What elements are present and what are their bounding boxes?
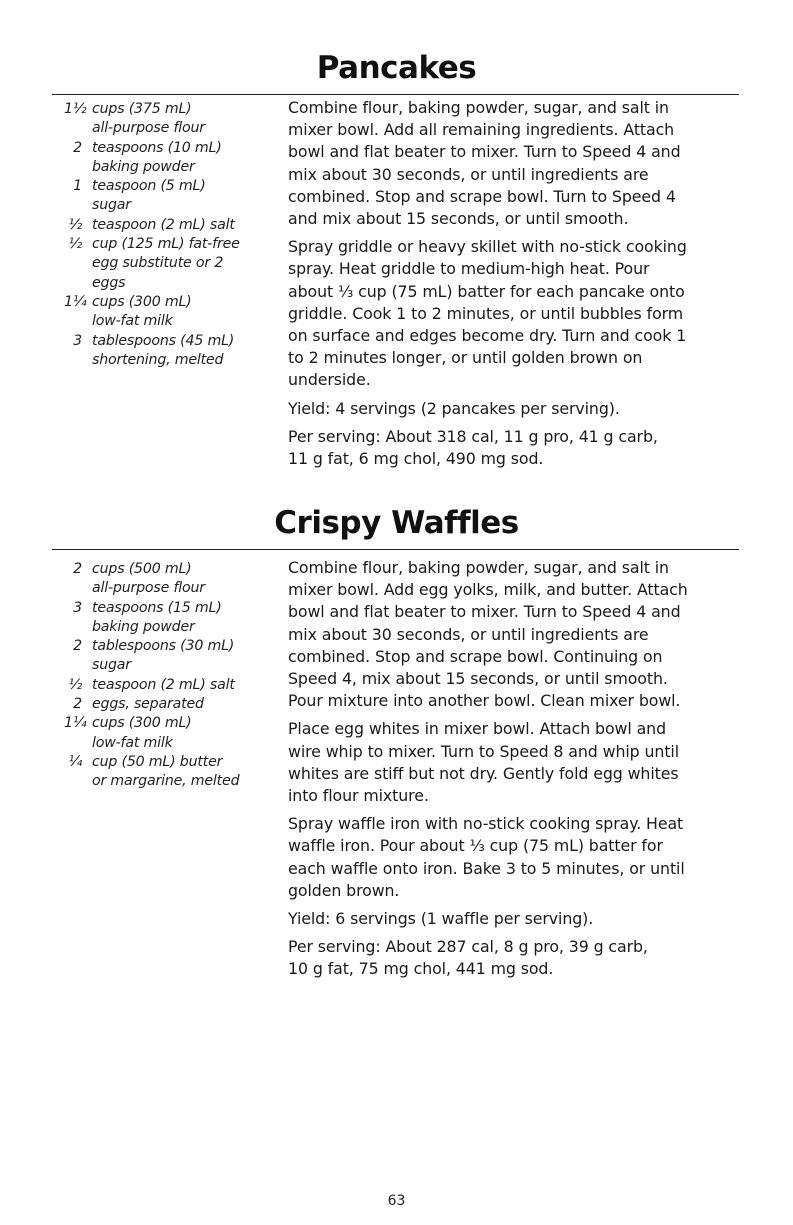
ingredient-line: cups (500 mL) bbox=[92, 561, 192, 577]
ingredient-quantity: ½ bbox=[68, 676, 82, 693]
pancakes-title: Pancakes bbox=[316, 50, 477, 86]
method-line: mixer bowl. Add all remaining ingredients. Attach bbox=[288, 120, 675, 140]
ingredient-line: cups (375 mL) bbox=[92, 101, 192, 117]
method-line: Spray waffle iron with no-stick cooking spray. Heat bbox=[288, 814, 684, 834]
ingredient-quantity: ½ bbox=[68, 216, 82, 233]
method-line: each waffle onto iron. Bake 3 to 5 minutes, or until bbox=[288, 858, 685, 878]
ingredient-text bbox=[92, 599, 274, 638]
method-line: Speed 4, mix about 15 seconds, or until smooth. bbox=[288, 669, 668, 689]
ingredient-line: cups (300 mL) bbox=[92, 293, 192, 310]
ingredient-line: teaspoons (10 mL) bbox=[92, 139, 222, 156]
ingredient-quantity: 1¼ bbox=[64, 715, 87, 732]
ingredient-line: eggs, separated bbox=[92, 696, 204, 713]
method-paragraph bbox=[288, 97, 740, 230]
waffles-ingredients-list bbox=[64, 560, 274, 792]
ingredient-line: cup (125 mL) fat-free bbox=[92, 236, 240, 253]
page-number: 63 bbox=[387, 1193, 406, 1209]
ingredient-text bbox=[92, 177, 274, 216]
ingredient-line: sugar bbox=[92, 197, 131, 214]
ingredient-item bbox=[64, 235, 274, 293]
method-line: combined. Stop and scrape bowl. Continuing on bbox=[288, 646, 663, 666]
method-line: Combine flour, baking powder, sugar, and salt in bbox=[288, 558, 669, 577]
method-line: Yield: 4 servings (2 pancakes per serving). bbox=[288, 398, 620, 418]
ingredient-item bbox=[64, 177, 274, 216]
ingredient-quantity: 1¼ bbox=[64, 293, 87, 310]
ingredient-line: low-fat milk bbox=[92, 313, 173, 330]
method-line: wire whip to mixer. Turn to Speed 8 and whip until bbox=[288, 741, 680, 761]
method-line: on surface and edges become dry. Turn and cook 1 bbox=[288, 326, 687, 346]
ingredient-item bbox=[64, 139, 274, 178]
ingredient-line: or margarine, melted bbox=[92, 773, 240, 790]
ingredient-quantity: 3 bbox=[73, 599, 82, 616]
ingredient-text bbox=[92, 293, 274, 332]
ingredient-line: teaspoon (5 mL) bbox=[92, 178, 206, 195]
method-line: into flour mixture. bbox=[288, 786, 429, 806]
method-line: Yield: 6 servings (1 waffle per serving). bbox=[288, 909, 594, 929]
ingredient-line: baking powder bbox=[92, 158, 195, 175]
ingredient-quantity: 1½ bbox=[64, 101, 87, 117]
ingredient-text bbox=[92, 637, 274, 676]
ingredient-quantity: 2 bbox=[73, 139, 82, 156]
ingredient-text bbox=[92, 753, 274, 792]
ingredient-quantity: 3 bbox=[73, 332, 82, 349]
method-line: mix about 30 seconds, or until ingredients are bbox=[288, 624, 649, 644]
ingredient-line: tablespoons (30 mL) bbox=[92, 638, 235, 655]
method-line: combined. Stop and scrape bowl. Turn to Speed 4 bbox=[288, 186, 676, 206]
method-line: whites are stiff but not dry. Gently fold egg whites bbox=[288, 763, 679, 783]
ingredient-line: teaspoon (2 mL) salt bbox=[92, 216, 235, 233]
ingredient-text bbox=[92, 100, 274, 139]
ingredient-item bbox=[64, 293, 274, 332]
ingredient-quantity: 1 bbox=[73, 178, 82, 195]
ingredient-item bbox=[64, 714, 274, 753]
method-line: to 2 minutes longer, or until golden brown on bbox=[288, 348, 643, 368]
method-line: Spray griddle or heavy skillet with no-stick cooking bbox=[288, 237, 687, 257]
ingredient-text bbox=[92, 714, 274, 753]
method-line: griddle. Cook 1 to 2 minutes, or until bubbles form bbox=[288, 303, 684, 323]
method-line: mix about 30 seconds, or until ingredients are bbox=[288, 164, 649, 184]
ingredient-line: sugar bbox=[92, 657, 131, 674]
method-line: Place egg whites in mixer bowl. Attach bowl and bbox=[288, 719, 666, 739]
ingredient-text bbox=[92, 560, 274, 599]
ingredient-line: all-purpose flour bbox=[92, 120, 205, 137]
method-line: 11 g fat, 6 mg chol, 490 mg sod. bbox=[288, 449, 544, 469]
method-paragraph bbox=[288, 426, 740, 470]
ingredient-text bbox=[92, 139, 274, 178]
method-line: bowl and flat beater to mixer. Turn to Speed 4 and bbox=[288, 602, 681, 622]
waffles-method bbox=[288, 557, 740, 987]
ingredient-item bbox=[64, 637, 274, 676]
method-line: spray. Heat griddle to medium-high heat. Pour bbox=[288, 259, 650, 279]
method-line: Pour mixture into another bowl. Clean mixer bowl. bbox=[288, 691, 681, 711]
ingredient-item bbox=[64, 216, 274, 235]
method-line: Per serving: About 318 cal, 11 g pro, 41 g carb, bbox=[288, 426, 658, 446]
waffles-title: Crispy Waffles bbox=[274, 505, 519, 541]
ingredient-line: teaspoons (15 mL) bbox=[92, 599, 222, 616]
method-line: underside. bbox=[288, 370, 371, 390]
ingredient-item bbox=[64, 599, 274, 638]
ingredient-quantity: ½ bbox=[68, 236, 82, 253]
ingredient-line: low-fat milk bbox=[92, 734, 173, 751]
ingredient-line: cup (50 mL) butter bbox=[92, 753, 223, 770]
method-line: mixer bowl. Add egg yolks, milk, and butter. Attach bbox=[288, 580, 688, 600]
method-line: waffle iron. Pour about ⅓ cup (75 mL) batter for bbox=[288, 836, 663, 856]
method-line: 10 g fat, 75 mg chol, 441 mg sod. bbox=[288, 959, 554, 979]
ingredient-item bbox=[64, 560, 274, 599]
ingredient-text bbox=[92, 235, 274, 293]
method-paragraph bbox=[288, 936, 740, 980]
method-paragraph bbox=[288, 718, 740, 807]
pancakes-ingredients-list bbox=[64, 100, 274, 370]
waffles-divider bbox=[52, 549, 739, 550]
pancakes-method bbox=[288, 97, 740, 476]
ingredient-line: baking powder bbox=[92, 618, 195, 635]
ingredient-line: teaspoon (2 mL) salt bbox=[92, 676, 235, 693]
method-paragraph bbox=[288, 236, 740, 391]
ingredient-text bbox=[92, 676, 274, 695]
ingredient-line: shortening, melted bbox=[92, 351, 224, 368]
ingredient-item bbox=[64, 332, 274, 371]
ingredient-text bbox=[92, 695, 274, 714]
ingredient-item bbox=[64, 676, 274, 695]
method-paragraph bbox=[288, 557, 740, 712]
pancakes-divider bbox=[52, 94, 739, 95]
method-paragraph bbox=[288, 908, 740, 930]
method-line: and mix about 15 seconds, or until smooth. bbox=[288, 209, 629, 229]
method-line: bowl and flat beater to mixer. Turn to Speed 4 and bbox=[288, 142, 681, 162]
ingredient-quantity: 2 bbox=[73, 696, 82, 713]
ingredient-text bbox=[92, 216, 274, 235]
method-line: Combine flour, baking powder, sugar, and salt in bbox=[288, 98, 669, 117]
method-line: about ⅓ cup (75 mL) batter for each pancake onto bbox=[288, 281, 685, 301]
method-line: Per serving: About 287 cal, 8 g pro, 39 g carb, bbox=[288, 937, 648, 957]
ingredient-item bbox=[64, 753, 274, 792]
ingredient-line: egg substitute or 2 bbox=[92, 255, 224, 272]
method-line: golden brown. bbox=[288, 880, 400, 900]
ingredient-quantity: 2 bbox=[73, 561, 82, 577]
ingredient-text bbox=[92, 332, 274, 371]
ingredient-item bbox=[64, 100, 274, 139]
ingredient-item bbox=[64, 695, 274, 714]
method-paragraph bbox=[288, 398, 740, 420]
ingredient-quantity: ¼ bbox=[68, 753, 82, 770]
ingredient-line: cups (300 mL) bbox=[92, 715, 192, 732]
ingredient-line: tablespoons (45 mL) bbox=[92, 332, 235, 349]
method-paragraph bbox=[288, 813, 740, 902]
ingredient-line: eggs bbox=[92, 274, 126, 291]
ingredient-quantity: 2 bbox=[73, 638, 82, 655]
ingredient-line: all-purpose flour bbox=[92, 580, 205, 597]
